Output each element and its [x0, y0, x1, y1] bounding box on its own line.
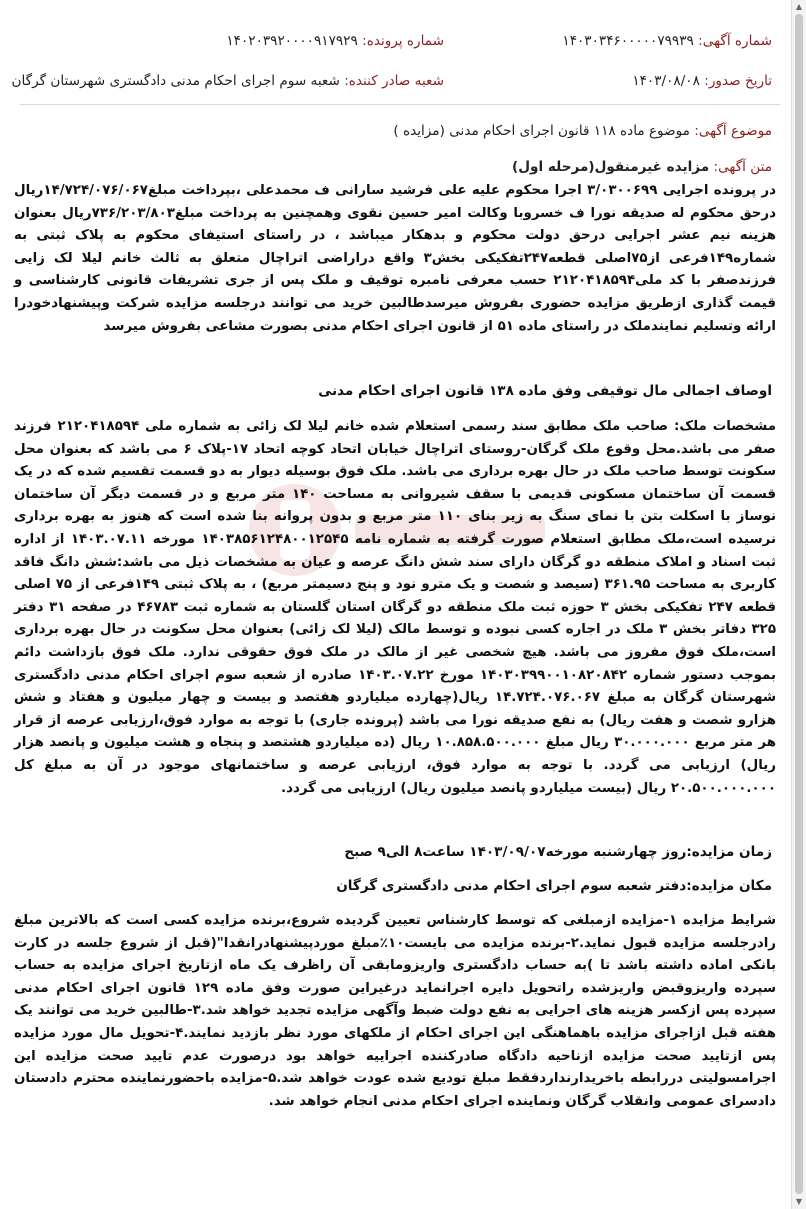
- case-number-value: ۱۴۰۲۰۳۹۲۰۰۰۰۹۱۷۹۲۹: [226, 33, 358, 49]
- subject-row: [393, 121, 772, 141]
- subject-value: موضوع ماده ۱۱۸ قانون اجرای احکام مدنی (مزایده ): [393, 123, 690, 139]
- ad-number-value: ۱۴۰۳۰۳۴۶۰۰۰۰۰۷۹۹۳۹: [562, 33, 694, 49]
- ad-text-value: مزایده غیرمنقول(مرحله اول): [512, 159, 710, 175]
- auction-time: زمان مزایده:روز چهارشنبه مورخه۱۴۰۳/۰۹/۰۷ ساعت۸ الی۹ صبح: [344, 844, 772, 860]
- issue-date-label: تاریخ صدور:: [704, 73, 772, 89]
- scroll-up-icon[interactable]: ▲: [795, 2, 803, 11]
- case-number-row: [226, 31, 444, 51]
- subject-label: موضوع آگهی:: [694, 123, 772, 139]
- issuer-value: شعبه سوم اجرای احکام مدنی دادگستری شهرستان گرگان: [11, 73, 340, 89]
- case-number-label: شماره پرونده:: [362, 33, 444, 49]
- vertical-scrollbar[interactable]: [791, 0, 806, 1209]
- scroll-down-icon[interactable]: ▼: [795, 1197, 803, 1206]
- auction-place: مکان مزایده:دفتر شعبه سوم اجرای احکام مدنی دادگستری گرگان: [336, 878, 772, 894]
- issue-date-value: ۱۴۰۳/۰۸/۰۸: [632, 73, 700, 89]
- case-description-paragraph: در پرونده اجرایی ۳/۰۳۰۰۶۹۹ اجرا محکوم علیه علی فرشید سارانی ف محمدعلی ،بپرداخت مبلغ۱۴/۷۲۴/۰۷۶/۰۶۷ریال درحق محکوم له صدیقه نورا ف خسروبا وکالت امیر حسین نقوی وهمچنین به پرداخت مبلغ۷۳۶/۲۰۳/۸۰۳ریال بعنوان هزینه نیم عشر اجرایی درحق دولت محکوم و بدهکار میباشد ، در راستای استیفای محکوم به پلاک ثبتی به شماره۱۴۹فرعی از۷۵اصلی قطعه۲۴۷تفکیکی بخش۳ واقع دراراضی اتراچال متعلق به ثالث خانم لیلا لک زایی فرزندصفر با کد ملی۲۱۲۰۴۱۸۵۹۴ حسب معرفی نامبره توقیف و ملک پس از جری تشریفات قانونی کارشناسی و قیمت گذاری ازطریق مزایده حضوری بفروش میرسدطالبین خرید می توانند درجلسه مزایده شرکت وپیشنهادخودرا ارائه وتسلیم نمایندملک در راستای ماده ۵۱ از قانون اجرای احکام مدنی بصورت مشاعی بفروش میرسد: [14, 183, 777, 334]
- ad-text-label: متن آگهی:: [713, 159, 772, 175]
- issuer-label: شعبه صادر کننده:: [344, 73, 444, 89]
- ad-number-label: شماره آگهی:: [698, 33, 772, 49]
- auction-terms-paragraph: شرایط مزایده ۱-مزایده ازمبلغی که توسط کارشناس تعیین گردیده شروع،برنده مزایده کسی است که بالاترین مبلغ رادرجلسه مزایده قبول نماید.۲-برنده مزایده می بایست۱۰٪مبلغ موردپیشنهادرانقدا"(قبل از شروع جلسه در کارت بانکی اماده داشته باشد تا )به حساب دادگستری واریزومابقی آن راظرف یک ماه ازتاریخ اجرای مزایده به حساب سپرده واریزوقبض واریزشده راتحویل دایره اجرانماید درغیراین صورت وفق ماده ۱۲۹ قانون اجرای احکام مدنی سپرده پس ازکسر هزینه های اجرایی به نفع دولت ضبط وآگهی مزایده تجدید خواهد شد.۳-طالبین خرید می توانند یک هفته قبل ازاجرای مزایده باهماهنگی این اجرای احکام از ملکهای مورد نظر بازدید نمایند.۴-تحویل مال مورد مزایده پس ازتایید صحت مزایده ازناحیه دادگاه صادرکننده اجراییه خواهد بود درصورت عدم تایید صحت مزایده این اجرامسولیتی دررابطه باخریدارنداردفقط مبلغ تودیع شده عودت خواهد شد.۵-مزایده باحضورنماینده محترم دادستان دادسرای عمومی وانقلاب گرگان ونماینده اجرای احکام مدنی انجام خواهد شد.: [14, 913, 777, 1109]
- ad-text-row: [512, 157, 772, 177]
- issuer-row: [12, 71, 444, 91]
- issue-date-row: [632, 71, 772, 91]
- header-divider: [20, 104, 780, 105]
- summary-title: اوصاف اجمالی مال توقیفی وفق ماده ۱۳۸ قانون اجرای احکام مدنی: [318, 383, 772, 399]
- property-specs-paragraph: مشخصات ملک: صاحب ملک مطابق سند رسمی استعلام شده خانم لیلا لک زائی به شماره ملی ۲۱۲۰۴۱۸۵۹۴ فرزند صفر می باشد.محل وقوع ملک گرگان-روستای اتراچال خیابان اتحاد کوچه اتحاد ۱۷-پلاک ۶ می باشد که بعنوان محل سکونت توسط صاحب ملک در حال بهره برداری می باشد. ملک فوق بوسیله دیوار به دو قسمت تقسیم شده که در یک قسمت آن ساختمان مسکونی قدیمی با سقف شیروانی به مساحت ۱۴۰ متر مربع و در قسمت دیگر آن ساختمان نوساز با اسکلت بتن با نمای سنگ به زیر بنای ۱۱۰ متر مربع و بدون پروانه بنا شده است که هنوز به بهره برداری نرسیده است،ملک مطابق استعلام صورت گرفته به شماره نامه ۱۴۰۳۸۵۶۱۲۴۸۰۰۱۲۵۴۵ مورخه ۱۴۰۳.۰۷.۱۱ از اداره ثبت اسناد و املاک منطقه دو گرگان دارای سند شش دانگ عرصه و عیان به مشخصات ذیل می باشد:شش دانگ فاقد کاربری به مساحت ۳۶۱.۹۵ (سیصد و شصت و یک مترو نود و پنج دسیمتر مربع) ، به پلاک ثبتی ۱۴۹فرعی از ۷۵ اصلی قطعه ۲۴۷ تفکیکی بخش ۳ حوزه ثبت ملک منطقه دو گرگان استان گلستان به شماره ثبت ۴۶۷۸۳ در صفحه ۳۱ دفتر ۳۲۵ دفاتر بخش ۳ ملک در اجاره کسی نبوده و توسط مالک (لیلا لک زائی) بعنوان محل سکونت در حال بهره برداری است،ملک فوق مفروز می باشد. هیچ شخصی غیر از مالک در ملک فوق حقوقی ندارد. ملک فوق بازداشت دائم بموجب دستور شماره ۱۴۰۳۰۳۹۹۰۰۱۰۸۲۰۸۴۲ مورخ ۱۴۰۳.۰۷.۲۲ صادره از شعبه سوم اجرای احکام مدنی دادگستری شهرستان گرگان به مبلغ ۱۴.۷۲۴.۰۷۶.۰۶۷ ریال(چهارده میلیاردو هفتصد و بیست و چهار میلیون و هفتاد و شش هزارو شصت و هفت ریال) به نفع صدیقه نورا می باشد (پرونده جاری) با توجه به موارد فوق،ارزیابی عرصه از قرار هر متر مربع ۳۰.۰۰۰.۰۰۰ ریال مبلغ ۱۰.۸۵۸.۵۰۰.۰۰۰ ریال (ده میلیاردو هشتصد و پنجاه و هشت میلیون و پانصد هزار ریال) ارزیابی می گردد. با توجه به موارد فوق، ارزیابی عرصه و ساختمانهای موجود در آن به مبلغ کل ۲۰.۵۰۰.۰۰۰.۰۰۰ ریال (بیست میلیاردو پانصد میلیون ریال) ارزیابی می گردد.: [14, 419, 777, 796]
- scroll-thumb[interactable]: [795, 14, 803, 1194]
- ad-number-row: [562, 31, 772, 51]
